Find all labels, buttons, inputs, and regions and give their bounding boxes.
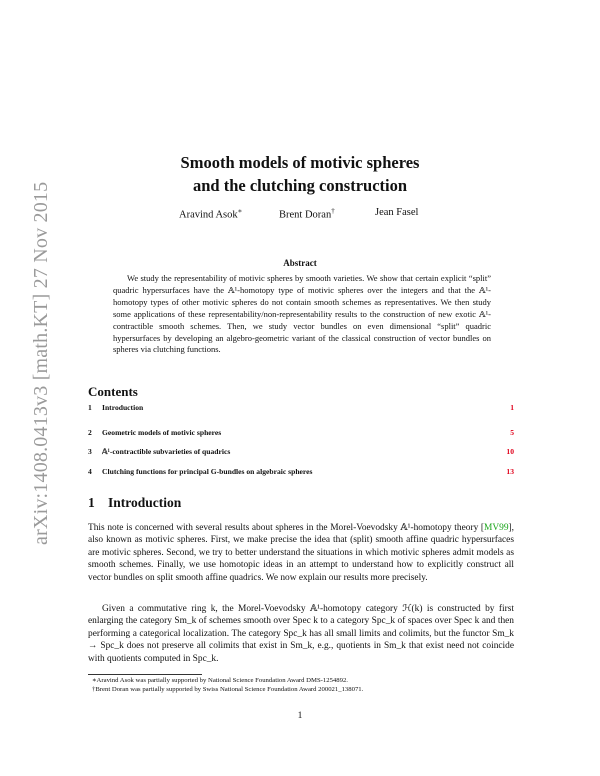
toc-number: 4	[88, 467, 92, 476]
author-2: Brent Doran†	[279, 207, 335, 221]
title-line-2: and the clutching construction	[192, 176, 408, 195]
title-line-1: Smooth models of motivic spheres	[180, 153, 420, 172]
author-1: Aravind Asok∗	[179, 207, 243, 221]
toc-title[interactable]: Introduction	[102, 403, 144, 412]
footnote: ∗Aravind Asok was partially supported by National Science Foundation Award DMS-1254892.	[92, 677, 348, 684]
contents-heading: Contents	[88, 384, 138, 399]
section-title: Introduction	[108, 495, 182, 510]
citation-link[interactable]: MV99	[484, 523, 509, 533]
toc-number: 3	[88, 447, 92, 456]
footnote: †Brent Doran was partially supported by Swiss National Science Foundation Award 200021_138071.	[92, 686, 364, 693]
toc-page-link[interactable]: 5	[510, 428, 514, 437]
toc-page-link[interactable]: 1	[510, 403, 514, 412]
page-number: 1	[297, 711, 303, 721]
toc-title[interactable]: Geometric models of motivic spheres	[102, 428, 222, 437]
toc-entry[interactable]	[88, 428, 514, 440]
section-heading	[88, 495, 181, 511]
toc-page-link[interactable]: 10	[506, 447, 514, 456]
section-number: 1	[88, 495, 95, 510]
toc-entry[interactable]	[88, 467, 514, 479]
toc-number: 1	[88, 403, 92, 412]
toc-entry[interactable]	[88, 447, 514, 459]
toc-number: 2	[88, 428, 92, 437]
author-3: Jean Fasel	[375, 207, 419, 218]
toc-page-link[interactable]: 13	[506, 467, 514, 476]
body-paragraph: Given a commutative ring k, the Morel-Voevodsky 𝔸¹-homotopy category ℋ(k) is constructed by first enlarging the category Sm_k of schemes smooth over Spec k to a category Spc_k of spaces over Spec k and then performing a categorical localization. The category Spc_k has all small limits and colimits, but the functor Sm_k → Spc_k does not preserve all colimits that exist in Sm_k, e.g., quotients in Sm_k that exist need not coincide with quotients computed in Spc_k.	[88, 604, 514, 664]
arxiv-stamp: arXiv:1408.0413v3 [math.KT] 27 Nov 2015	[30, 181, 52, 545]
toc-title[interactable]: 𝔸¹-contractible subvarieties of quadrics	[102, 447, 231, 456]
footnote-divider	[88, 674, 202, 675]
toc-entry[interactable]	[88, 403, 514, 415]
abstract-text: We study the representability of motivic spheres by smooth varieties. We show that certain explicit “split” quadric hypersurfaces have the 𝔸¹-homotopy type of motivic spheres over the integers and that the 𝔸¹-homotopy types of other motivic spheres do not contain smooth schemes as representatives. We then study some applications of these representability/non-representability results to the construction of new exotic 𝔸¹-contractible smooth schemes. Then, we study vector bundles on even dimensional “split” quadric hypersurfaces by developing an algebro-geometric variant of the classical construction of vector bundles on spheres via clutching functions.	[113, 273, 491, 355]
paper-title	[0, 151, 600, 197]
body-paragraph: This note is concerned with several results about spheres in the Morel-Voevodsky 𝔸¹-homotopy theory [MV99], also known as motivic spheres. First, we make precise the idea that (split) smooth affine quadric hypersurfaces are motivic spheres. Second, we try to better understand the situations in which motivic spheres admit models as smooth schemes. Finally, we use homotopic ideas in an attempt to understand how to explicitly construct all vector bundles on split smooth affine quadrics. We now explain our results more precisely.	[88, 523, 514, 583]
toc-title[interactable]: Clutching functions for principal G-bundles on algebraic spheres	[102, 467, 313, 476]
abstract-heading: Abstract	[283, 258, 317, 268]
author-list	[0, 207, 600, 221]
